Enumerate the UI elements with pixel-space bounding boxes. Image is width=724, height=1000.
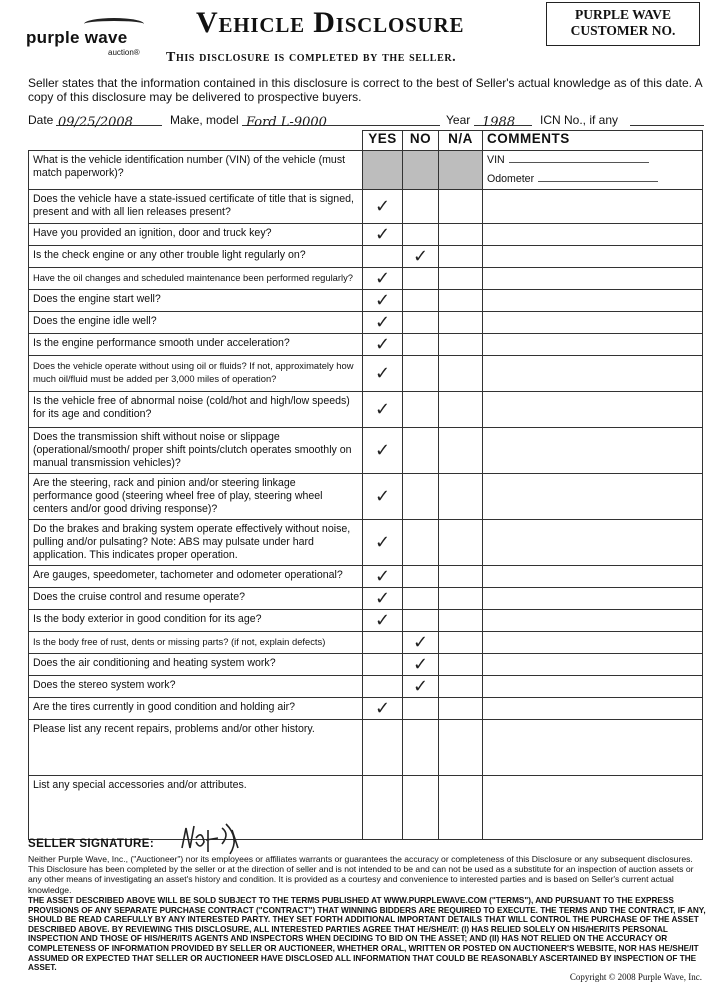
question-text: List any special accessories and/or attributes. — [29, 776, 363, 840]
yes-cell[interactable] — [363, 776, 403, 840]
question-text: Does the vehicle have a state-issued certificate of title that is signed, present and with all lien releases present? — [29, 190, 363, 224]
na-cell[interactable] — [439, 246, 483, 268]
date-value: 09/25/2008 — [58, 115, 133, 130]
comments-cell[interactable] — [483, 356, 703, 392]
question-text: Does the transmission shift without noise or slippage (operational/smooth/ proper shift points/clutch operates smoothly on manual transmission vehicles)? — [29, 428, 363, 474]
yes-cell[interactable] — [363, 566, 403, 588]
make-model-label: Make, model — [170, 113, 239, 127]
yes-cell[interactable] — [363, 428, 403, 474]
no-header: NO — [403, 131, 439, 151]
check-mark-icon: ✓ — [374, 588, 391, 609]
na-cell[interactable] — [439, 312, 483, 334]
table-row — [29, 520, 703, 566]
question-text: Is the body exterior in good condition for its age? — [29, 610, 363, 632]
no-cell[interactable] — [403, 290, 439, 312]
customer-box-line1: PURPLE WAVE — [575, 7, 671, 22]
vin-label: VIN — [487, 154, 505, 166]
check-mark-icon: ✓ — [374, 196, 391, 217]
year-value: 1988 — [482, 115, 516, 130]
no-cell[interactable] — [403, 654, 439, 676]
table-row — [29, 632, 703, 654]
question-text: Are the tires currently in good condition and holding air? — [29, 698, 363, 720]
check-mark-icon: ✓ — [374, 532, 391, 553]
copyright-text: Copyright © 2008 Purple Wave, Inc. — [569, 972, 702, 982]
na-cell[interactable] — [439, 520, 483, 566]
table-row — [29, 676, 703, 698]
table-row — [29, 610, 703, 632]
comments-cell[interactable] — [483, 588, 703, 610]
no-cell[interactable] — [403, 428, 439, 474]
disclosure-table — [28, 130, 703, 840]
check-mark-icon: ✓ — [374, 566, 391, 587]
table-row — [29, 268, 703, 290]
na-cell[interactable] — [439, 698, 483, 720]
comments-cell[interactable] — [483, 776, 703, 840]
make-model-value: Ford L-9000 — [246, 115, 327, 130]
comments-cell[interactable] — [483, 312, 703, 334]
comments-cell[interactable] — [483, 246, 703, 268]
yes-cell[interactable] — [363, 246, 403, 268]
no-cell[interactable] — [403, 474, 439, 520]
logo-text: purple wave — [26, 28, 128, 47]
table-row — [29, 392, 703, 428]
question-text: Are gauges, speedometer, tachometer and odometer operational? — [29, 566, 363, 588]
no-cell[interactable] — [403, 588, 439, 610]
yes-cell[interactable] — [363, 588, 403, 610]
check-mark-icon: ✓ — [374, 334, 391, 355]
table-row — [29, 698, 703, 720]
yes-cell[interactable] — [363, 290, 403, 312]
na-cell[interactable] — [439, 588, 483, 610]
no-cell[interactable] — [403, 632, 439, 654]
check-mark-icon: ✓ — [374, 268, 391, 289]
question-text: Is the vehicle free of abnormal noise (cold/hot and high/low speeds) for its age and condition? — [29, 392, 363, 428]
check-mark-icon: ✓ — [374, 224, 391, 245]
na-cell[interactable] — [439, 428, 483, 474]
yes-cell[interactable] — [363, 676, 403, 698]
comments-cell[interactable] — [483, 720, 703, 776]
intro-statement: Seller states that the information contained in this disclosure is correct to the best of Seller's actual knowledge as of this date. A copy of this disclosure may be delivered to prospective buyers. — [28, 76, 702, 104]
yes-cell[interactable] — [363, 632, 403, 654]
comments-cell[interactable] — [483, 610, 703, 632]
table-row — [29, 588, 703, 610]
purple-wave-logo — [26, 18, 156, 58]
check-mark-icon: ✓ — [374, 312, 391, 333]
vin-field[interactable] — [509, 162, 649, 163]
yes-cell[interactable] — [363, 356, 403, 392]
yes-cell[interactable] — [363, 312, 403, 334]
question-text: Is the body free of rust, dents or missing parts? (if not, explain defects) — [29, 632, 363, 654]
comments-cell[interactable] — [483, 632, 703, 654]
no-cell[interactable] — [403, 676, 439, 698]
na-cell[interactable] — [439, 356, 483, 392]
yes-cell[interactable] — [363, 190, 403, 224]
comments-cell[interactable] — [483, 428, 703, 474]
customer-number-box — [546, 2, 700, 46]
comments-cell[interactable] — [483, 474, 703, 520]
no-cell[interactable] — [403, 246, 439, 268]
question-text: Have the oil changes and scheduled maintenance been performed regularly? — [29, 268, 363, 290]
yes-cell[interactable] — [363, 520, 403, 566]
table-row — [29, 246, 703, 268]
table-row — [29, 776, 703, 840]
question-text: Please list any recent repairs, problems and/or other history. — [29, 720, 363, 776]
check-mark-icon: ✓ — [412, 632, 429, 653]
table-row — [29, 290, 703, 312]
question-text: Does the cruise control and resume operate? — [29, 588, 363, 610]
na-cell[interactable] — [439, 654, 483, 676]
page-title: Vehicle Disclosure — [196, 6, 465, 39]
vehicle-meta-row — [28, 108, 704, 128]
comments-header: COMMENTS — [483, 131, 703, 151]
na-cell[interactable] — [439, 776, 483, 840]
customer-box-line2: CUSTOMER NO. — [570, 23, 676, 38]
question-text: Does the vehicle operate without using oil or fluids? If not, approximately how much oil/fluid must be added per 3,000 miles of operation? — [29, 356, 363, 392]
table-row — [29, 356, 703, 392]
comments-cell[interactable] — [483, 151, 703, 190]
yes-cell[interactable] — [363, 224, 403, 246]
no-cell[interactable] — [403, 312, 439, 334]
date-field[interactable] — [56, 110, 162, 130]
odometer-line — [487, 173, 698, 186]
table-row — [29, 720, 703, 776]
check-mark-icon: ✓ — [412, 676, 429, 697]
comments-cell[interactable] — [483, 654, 703, 676]
yes-header: YES — [363, 131, 403, 151]
question-text: Does the engine start well? — [29, 290, 363, 312]
no-cell[interactable] — [403, 334, 439, 356]
icn-label: ICN No., if any — [540, 113, 619, 127]
check-mark-icon: ✓ — [374, 440, 391, 461]
question-text: Have you provided an ignition, door and truck key? — [29, 224, 363, 246]
yes-cell[interactable] — [363, 698, 403, 720]
question-text: Is the check engine or any other trouble light regularly on? — [29, 246, 363, 268]
yes-cell — [363, 151, 403, 190]
na-header: N/A — [439, 131, 483, 151]
yes-cell[interactable] — [363, 268, 403, 290]
date-label: Date — [28, 113, 54, 127]
na-cell[interactable] — [439, 676, 483, 698]
odometer-label: Odometer — [487, 173, 535, 185]
logo-subtext: auction® — [108, 48, 140, 57]
comments-cell[interactable] — [483, 268, 703, 290]
disclaimer-text: Neither Purple Wave, Inc., ("Auctioneer") nor its employees or affiliates warrants or guarantees the accuracy or completeness of this Disclosure or any subsequent disclosures. This Disclosure has been completed by the seller or at the direction of seller and is not intended to be and can not be used as a substitute for an inspection of auction assets or any other means of investigating an asset's history and condition. It is provided as a courtesy and convenience to interested parties and is based on Seller's current actual knowledge. — [28, 854, 694, 895]
comments-cell[interactable] — [483, 676, 703, 698]
comments-cell[interactable] — [483, 520, 703, 566]
table-row — [29, 151, 703, 190]
no-cell[interactable] — [403, 776, 439, 840]
vin-line — [487, 154, 698, 167]
yes-cell[interactable] — [363, 392, 403, 428]
no-cell[interactable] — [403, 268, 439, 290]
question-text: Is the engine performance smooth under acceleration? — [29, 334, 363, 356]
table-row — [29, 474, 703, 520]
no-cell — [403, 151, 439, 190]
na-cell[interactable] — [439, 566, 483, 588]
na-cell[interactable] — [439, 474, 483, 520]
terms-text: THE ASSET DESCRIBED ABOVE WILL BE SOLD SUBJECT TO THE TERMS PUBLISHED AT WWW.PURPLEWAVE.COM ("TERMS"), AND PURSUANT TO THE EXPRESS PROVISIONS OF ANY SEPARATE PURCHASE CONTRACT ("CONTRACT") THAT WINNING BIDDERS ARE REQUIRED TO EXECUTE. THE TERMS AND THE CONTRACT, IF ANY, SHOULD BE READ CAREFULLY BY ANY INTERESTED PARTY. THEY SET FORTH ADDITIONAL IMPORTANT DETAILS THAT WILL CONTROL THE PURCHASE OF THE ASSET DESCRIBED ABOVE. BY REVIEWING THIS DISCLOSURE, ALL INTERESTED PARTIES AGREE THAT HE/SHE/IT: (I) HAS RELIED SOLELY ON HIS/HER/ITS PERSONAL INSPECTION AND THOSE OF HIS/HER/ITS AGENTS AND INSPECTORS WHEN DECIDING TO BID ON THE ASSET; AND (II) HAS NOT RELIED ON THE ACCURACY OR COMPLETENESS OF INFORMATION PROVIDED BY SELLER OR AUCTIONEER, WHETHER ORAL, WRITTEN OR POSTED ON AUCTIONEER'S WEBSITE, NOR HAS HE/SHE/IT ASSUMED OR EXPECTED THAT SELLER OR AUCTIONEER HAVE DISCLOSED ALL INFORMATION THAT COULD BE REASONABLY ASCERTAINED BY INSPECTION OF THE ASSET. — [28, 896, 706, 973]
year-field[interactable] — [474, 110, 532, 130]
odometer-field[interactable] — [538, 181, 658, 182]
no-cell[interactable] — [403, 392, 439, 428]
yes-cell[interactable] — [363, 334, 403, 356]
na-cell[interactable] — [439, 224, 483, 246]
table-header-row — [29, 131, 703, 151]
comments-cell[interactable] — [483, 190, 703, 224]
question-text: Does the stereo system work? — [29, 676, 363, 698]
na-cell[interactable] — [439, 720, 483, 776]
comments-cell[interactable] — [483, 224, 703, 246]
comments-cell[interactable] — [483, 392, 703, 428]
question-text: Does the air conditioning and heating system work? — [29, 654, 363, 676]
table-row — [29, 654, 703, 676]
na-cell[interactable] — [439, 632, 483, 654]
no-cell[interactable] — [403, 190, 439, 224]
check-mark-icon: ✓ — [374, 290, 391, 311]
table-row — [29, 190, 703, 224]
na-cell[interactable] — [439, 610, 483, 632]
yes-cell[interactable] — [363, 474, 403, 520]
comments-cell[interactable] — [483, 334, 703, 356]
form-header — [0, 0, 724, 72]
check-mark-icon: ✓ — [374, 610, 391, 631]
check-mark-icon: ✓ — [374, 363, 391, 384]
icn-field[interactable] — [630, 110, 704, 126]
yes-cell[interactable] — [363, 610, 403, 632]
na-cell — [439, 151, 483, 190]
question-header — [29, 131, 363, 151]
comments-cell[interactable] — [483, 566, 703, 588]
question-text: Do the brakes and braking system operate effectively without noise, pulling and/or pulsating? Note: ABS may pulsate under hard application. This indicates proper operation. — [29, 520, 363, 566]
check-mark-icon: ✓ — [412, 246, 429, 267]
no-cell[interactable] — [403, 610, 439, 632]
question-text: What is the vehicle identification number (VIN) of the vehicle (must match paperwork)? — [29, 151, 363, 190]
question-text: Are the steering, rack and pinion and/or steering linkage performance good (steering wheel free of play, steering wheel centers and/or good driving response)? — [29, 474, 363, 520]
na-cell[interactable] — [439, 334, 483, 356]
no-cell[interactable] — [403, 356, 439, 392]
yes-cell[interactable] — [363, 654, 403, 676]
check-mark-icon: ✓ — [374, 399, 391, 420]
check-mark-icon: ✓ — [374, 486, 391, 507]
table-row — [29, 224, 703, 246]
year-label: Year — [446, 113, 471, 127]
na-cell[interactable] — [439, 190, 483, 224]
check-mark-icon: ✓ — [412, 654, 429, 675]
questions-body — [29, 151, 703, 840]
question-text: Does the engine idle well? — [29, 312, 363, 334]
table-row — [29, 334, 703, 356]
na-cell[interactable] — [439, 392, 483, 428]
na-cell[interactable] — [439, 290, 483, 312]
check-mark-icon: ✓ — [374, 698, 391, 719]
no-cell[interactable] — [403, 698, 439, 720]
make-model-field[interactable] — [242, 110, 440, 130]
seller-signature-label: SELLER SIGNATURE: — [28, 838, 155, 850]
page-subtitle: This disclosure is completed by the seller. — [166, 50, 457, 65]
table-row — [29, 566, 703, 588]
table-row — [29, 312, 703, 334]
comments-cell[interactable] — [483, 290, 703, 312]
comments-cell[interactable] — [483, 698, 703, 720]
no-cell[interactable] — [403, 224, 439, 246]
no-cell[interactable] — [403, 520, 439, 566]
no-cell[interactable] — [403, 720, 439, 776]
no-cell[interactable] — [403, 566, 439, 588]
yes-cell[interactable] — [363, 720, 403, 776]
table-row — [29, 428, 703, 474]
na-cell[interactable] — [439, 268, 483, 290]
